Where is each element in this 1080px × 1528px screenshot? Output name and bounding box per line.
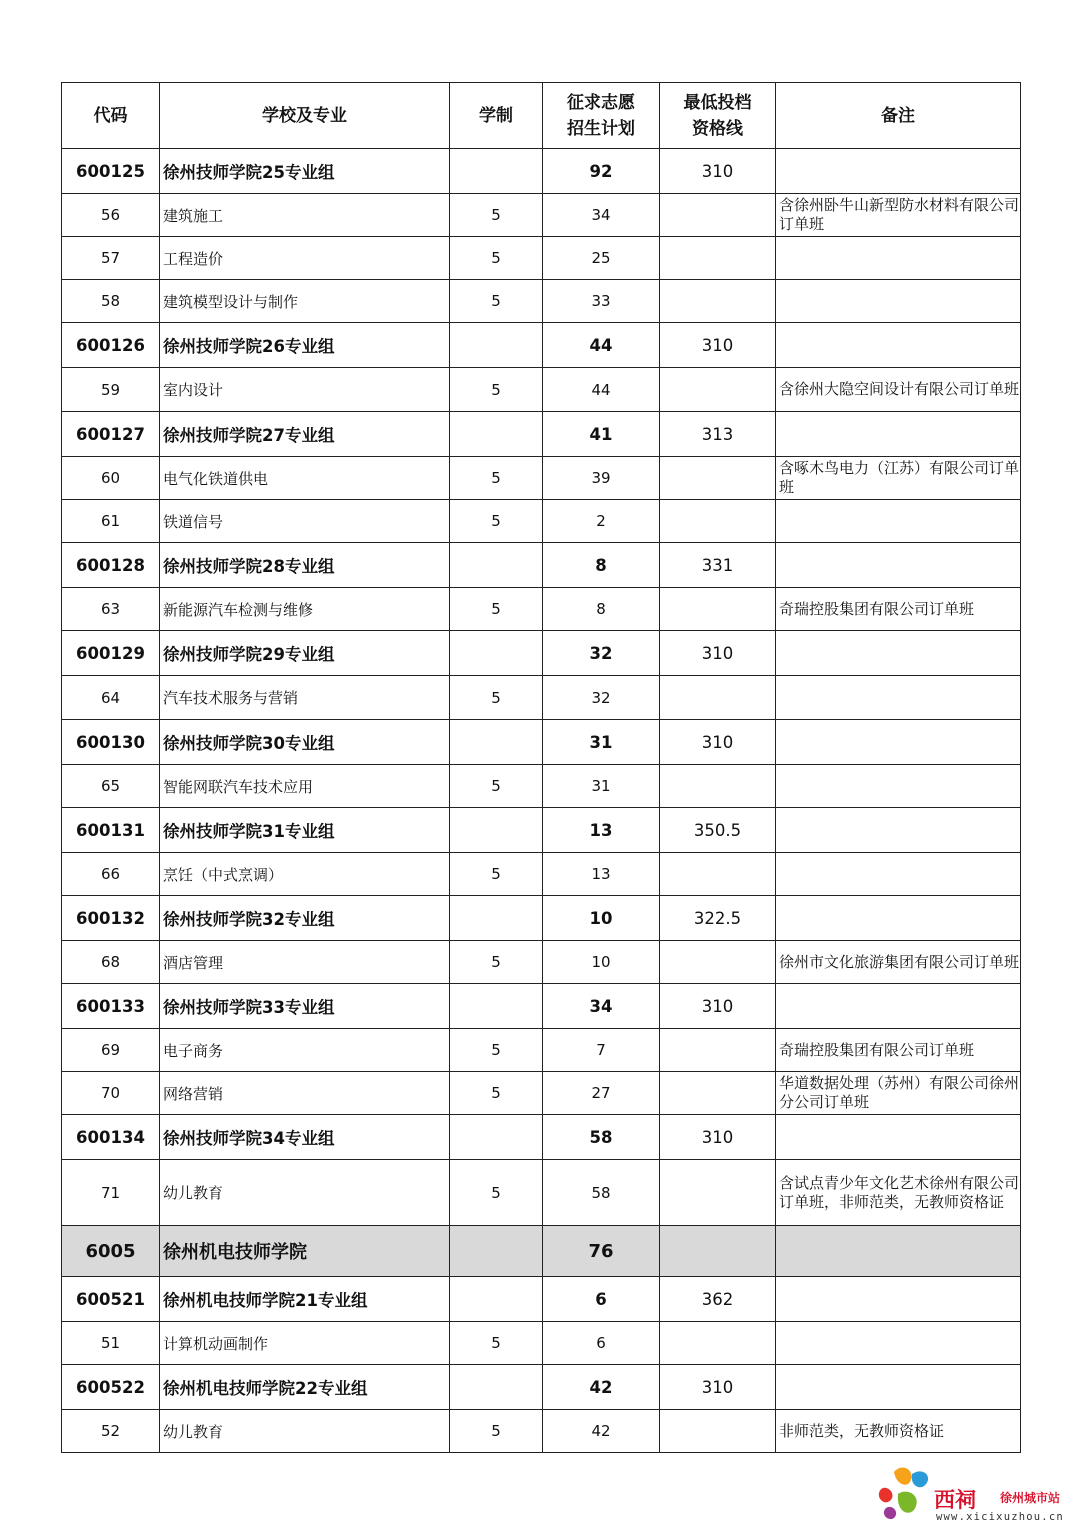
cell-years: 5 bbox=[450, 280, 543, 323]
cell-score: 310 bbox=[660, 720, 776, 765]
cell-years: 5 bbox=[450, 368, 543, 412]
cell-note bbox=[776, 1365, 1021, 1410]
cell-score: 310 bbox=[660, 1115, 776, 1160]
cell-years: 5 bbox=[450, 1322, 543, 1365]
cell-plan: 13 bbox=[543, 853, 660, 896]
major-row bbox=[62, 500, 1021, 543]
cell-years bbox=[450, 808, 543, 853]
cell-name: 徐州技师学院34专业组 bbox=[160, 1115, 450, 1160]
cell-score bbox=[660, 676, 776, 720]
group-row bbox=[62, 149, 1021, 194]
cell-code: 64 bbox=[62, 676, 160, 720]
cell-code: 600522 bbox=[62, 1365, 160, 1410]
cell-name: 智能网联汽车技术应用 bbox=[160, 765, 450, 808]
cell-code: 69 bbox=[62, 1029, 160, 1072]
cell-code: 57 bbox=[62, 237, 160, 280]
cell-plan: 6 bbox=[543, 1322, 660, 1365]
cell-note: 奇瑞控股集团有限公司订单班 bbox=[776, 588, 1021, 631]
cell-name: 铁道信号 bbox=[160, 500, 450, 543]
cell-plan: 13 bbox=[543, 808, 660, 853]
cell-years: 5 bbox=[450, 237, 543, 280]
cell-score bbox=[660, 1072, 776, 1115]
cell-years bbox=[450, 631, 543, 676]
cell-code: 63 bbox=[62, 588, 160, 631]
cell-code: 600134 bbox=[62, 1115, 160, 1160]
cell-years bbox=[450, 720, 543, 765]
header-score-line1: 最低投档 bbox=[683, 92, 752, 113]
group-row bbox=[62, 631, 1021, 676]
cell-score: 310 bbox=[660, 984, 776, 1029]
cell-years bbox=[450, 323, 543, 368]
cell-score: 350.5 bbox=[660, 808, 776, 853]
cell-name: 徐州技师学院26专业组 bbox=[160, 323, 450, 368]
cell-name: 徐州机电技师学院21专业组 bbox=[160, 1277, 450, 1322]
cell-score: 310 bbox=[660, 631, 776, 676]
cell-note bbox=[776, 149, 1021, 194]
cell-note bbox=[776, 280, 1021, 323]
cell-name: 汽车技术服务与营销 bbox=[160, 676, 450, 720]
cell-name: 建筑模型设计与制作 bbox=[160, 280, 450, 323]
cell-note bbox=[776, 631, 1021, 676]
cell-code: 600133 bbox=[62, 984, 160, 1029]
cell-name: 幼儿教育 bbox=[160, 1160, 450, 1226]
cell-code: 71 bbox=[62, 1160, 160, 1226]
cell-score bbox=[660, 588, 776, 631]
cell-plan: 92 bbox=[543, 149, 660, 194]
cell-score: 310 bbox=[660, 323, 776, 368]
cell-name: 电气化铁道供电 bbox=[160, 457, 450, 500]
cell-name: 建筑施工 bbox=[160, 194, 450, 237]
cell-plan: 42 bbox=[543, 1365, 660, 1410]
major-row bbox=[62, 676, 1021, 720]
cell-code: 600126 bbox=[62, 323, 160, 368]
enrollment-plan-table bbox=[61, 82, 1021, 1453]
cell-plan: 44 bbox=[543, 368, 660, 412]
cell-years: 5 bbox=[450, 1029, 543, 1072]
cell-note bbox=[776, 808, 1021, 853]
header-score-line2: 资格线 bbox=[692, 118, 743, 139]
cell-note: 含徐州卧牛山新型防水材料有限公司订单班 bbox=[776, 194, 1021, 237]
cell-score bbox=[660, 765, 776, 808]
institution-row bbox=[62, 1226, 1021, 1277]
watermark-site: 徐州城市站 bbox=[1000, 1491, 1061, 1505]
cell-name: 计算机动画制作 bbox=[160, 1322, 450, 1365]
cell-years: 5 bbox=[450, 457, 543, 500]
cell-code: 61 bbox=[62, 500, 160, 543]
cell-code: 600127 bbox=[62, 412, 160, 457]
major-row bbox=[62, 1322, 1021, 1365]
major-row bbox=[62, 368, 1021, 412]
cell-note bbox=[776, 1277, 1021, 1322]
cell-score bbox=[660, 280, 776, 323]
major-row bbox=[62, 765, 1021, 808]
cell-score bbox=[660, 194, 776, 237]
header-plan-line2: 招生计划 bbox=[567, 118, 635, 139]
cell-plan: 34 bbox=[543, 194, 660, 237]
cell-note: 华道数据处理（苏州）有限公司徐州分公司订单班 bbox=[776, 1072, 1021, 1115]
cell-note bbox=[776, 500, 1021, 543]
major-row bbox=[62, 194, 1021, 237]
cell-note bbox=[776, 765, 1021, 808]
cell-score: 322.5 bbox=[660, 896, 776, 941]
cell-code: 6005 bbox=[62, 1226, 160, 1277]
cell-score: 331 bbox=[660, 543, 776, 588]
major-row bbox=[62, 457, 1021, 500]
cell-name: 新能源汽车检测与维修 bbox=[160, 588, 450, 631]
cell-code: 70 bbox=[62, 1072, 160, 1115]
cell-note bbox=[776, 1226, 1021, 1277]
cell-years: 5 bbox=[450, 1410, 543, 1453]
header-years: 学制 bbox=[450, 83, 543, 149]
cell-note bbox=[776, 1115, 1021, 1160]
group-row bbox=[62, 543, 1021, 588]
cell-note bbox=[776, 323, 1021, 368]
group-row bbox=[62, 808, 1021, 853]
cell-note bbox=[776, 543, 1021, 588]
cell-plan: 6 bbox=[543, 1277, 660, 1322]
cell-plan: 58 bbox=[543, 1160, 660, 1226]
cell-code: 56 bbox=[62, 194, 160, 237]
cell-code: 600129 bbox=[62, 631, 160, 676]
cell-name: 徐州技师学院28专业组 bbox=[160, 543, 450, 588]
cell-code: 52 bbox=[62, 1410, 160, 1453]
cell-note bbox=[776, 896, 1021, 941]
cell-code: 600130 bbox=[62, 720, 160, 765]
cell-years: 5 bbox=[450, 676, 543, 720]
cell-score bbox=[660, 368, 776, 412]
group-row bbox=[62, 412, 1021, 457]
cell-score bbox=[660, 1410, 776, 1453]
major-row bbox=[62, 1029, 1021, 1072]
cell-plan: 39 bbox=[543, 457, 660, 500]
cell-plan: 10 bbox=[543, 896, 660, 941]
group-row bbox=[62, 1277, 1021, 1322]
cell-years bbox=[450, 543, 543, 588]
group-row bbox=[62, 1115, 1021, 1160]
cell-years bbox=[450, 149, 543, 194]
cell-name: 徐州技师学院32专业组 bbox=[160, 896, 450, 941]
header-score bbox=[660, 83, 776, 149]
cell-score bbox=[660, 853, 776, 896]
cell-plan: 41 bbox=[543, 412, 660, 457]
watermark-url: www.xicixuzhou.cn bbox=[936, 1511, 1064, 1523]
major-row bbox=[62, 1410, 1021, 1453]
cell-note: 非师范类，无教师资格证 bbox=[776, 1410, 1021, 1453]
cell-name: 徐州技师学院25专业组 bbox=[160, 149, 450, 194]
cell-name: 幼儿教育 bbox=[160, 1410, 450, 1453]
cell-years: 5 bbox=[450, 1160, 543, 1226]
cell-score bbox=[660, 941, 776, 984]
cell-note bbox=[776, 853, 1021, 896]
cell-name: 室内设计 bbox=[160, 368, 450, 412]
header-code: 代码 bbox=[62, 83, 160, 149]
cell-code: 66 bbox=[62, 853, 160, 896]
cell-name: 徐州机电技师学院 bbox=[160, 1226, 450, 1277]
cell-years: 5 bbox=[450, 588, 543, 631]
cell-years: 5 bbox=[450, 941, 543, 984]
cell-years: 5 bbox=[450, 1072, 543, 1115]
cell-score: 310 bbox=[660, 1365, 776, 1410]
group-row bbox=[62, 896, 1021, 941]
major-row bbox=[62, 588, 1021, 631]
cell-score bbox=[660, 457, 776, 500]
cell-years: 5 bbox=[450, 500, 543, 543]
cell-score bbox=[660, 500, 776, 543]
cell-plan: 33 bbox=[543, 280, 660, 323]
cell-years: 5 bbox=[450, 765, 543, 808]
cell-score: 313 bbox=[660, 412, 776, 457]
cell-plan: 2 bbox=[543, 500, 660, 543]
cell-plan: 34 bbox=[543, 984, 660, 1029]
cell-name: 电子商务 bbox=[160, 1029, 450, 1072]
cell-name: 酒店管理 bbox=[160, 941, 450, 984]
cell-note bbox=[776, 984, 1021, 1029]
header-school: 学校及专业 bbox=[160, 83, 450, 149]
cell-code: 51 bbox=[62, 1322, 160, 1365]
cell-code: 600125 bbox=[62, 149, 160, 194]
cell-plan: 44 bbox=[543, 323, 660, 368]
cell-years bbox=[450, 1277, 543, 1322]
major-row bbox=[62, 1160, 1021, 1226]
cell-plan: 8 bbox=[543, 543, 660, 588]
major-row bbox=[62, 237, 1021, 280]
group-row bbox=[62, 720, 1021, 765]
header-note: 备注 bbox=[776, 83, 1021, 149]
group-row bbox=[62, 984, 1021, 1029]
cell-code: 600128 bbox=[62, 543, 160, 588]
cell-plan: 32 bbox=[543, 676, 660, 720]
cell-name: 网络营销 bbox=[160, 1072, 450, 1115]
cell-plan: 58 bbox=[543, 1115, 660, 1160]
cell-years bbox=[450, 984, 543, 1029]
cell-plan: 76 bbox=[543, 1226, 660, 1277]
cell-code: 600132 bbox=[62, 896, 160, 941]
cell-years bbox=[450, 896, 543, 941]
cell-note bbox=[776, 720, 1021, 765]
cell-note bbox=[776, 237, 1021, 280]
cell-code: 58 bbox=[62, 280, 160, 323]
group-row bbox=[62, 1365, 1021, 1410]
cell-plan: 10 bbox=[543, 941, 660, 984]
cell-score bbox=[660, 1226, 776, 1277]
cell-note: 含啄木鸟电力（江苏）有限公司订单班 bbox=[776, 457, 1021, 500]
cell-note bbox=[776, 676, 1021, 720]
cell-name: 徐州技师学院27专业组 bbox=[160, 412, 450, 457]
cell-plan: 31 bbox=[543, 765, 660, 808]
cell-years bbox=[450, 1365, 543, 1410]
cell-code: 60 bbox=[62, 457, 160, 500]
cell-note bbox=[776, 412, 1021, 457]
cell-years bbox=[450, 1226, 543, 1277]
cell-name: 徐州技师学院31专业组 bbox=[160, 808, 450, 853]
cell-plan: 31 bbox=[543, 720, 660, 765]
cell-plan: 7 bbox=[543, 1029, 660, 1072]
cell-plan: 8 bbox=[543, 588, 660, 631]
cell-code: 600521 bbox=[62, 1277, 160, 1322]
cell-years bbox=[450, 1115, 543, 1160]
cell-note: 徐州市文化旅游集团有限公司订单班 bbox=[776, 941, 1021, 984]
table-header-row bbox=[62, 83, 1021, 149]
cell-years: 5 bbox=[450, 194, 543, 237]
cell-plan: 32 bbox=[543, 631, 660, 676]
major-row bbox=[62, 280, 1021, 323]
cell-plan: 27 bbox=[543, 1072, 660, 1115]
cell-name: 徐州技师学院33专业组 bbox=[160, 984, 450, 1029]
cell-name: 徐州技师学院29专业组 bbox=[160, 631, 450, 676]
cell-score: 310 bbox=[660, 149, 776, 194]
cell-plan: 25 bbox=[543, 237, 660, 280]
header-plan-line1: 征求志愿 bbox=[567, 92, 635, 113]
cell-years: 5 bbox=[450, 853, 543, 896]
cell-score bbox=[660, 1029, 776, 1072]
cell-score bbox=[660, 1322, 776, 1365]
cell-note: 含试点青少年文化艺术徐州有限公司订单班，非师范类，无教师资格证 bbox=[776, 1160, 1021, 1226]
cell-code: 68 bbox=[62, 941, 160, 984]
cell-code: 65 bbox=[62, 765, 160, 808]
watermark-brand: 西祠 bbox=[934, 1487, 976, 1512]
cell-note: 奇瑞控股集团有限公司订单班 bbox=[776, 1029, 1021, 1072]
cell-plan: 42 bbox=[543, 1410, 660, 1453]
cell-score bbox=[660, 1160, 776, 1226]
major-row bbox=[62, 1072, 1021, 1115]
cell-score: 362 bbox=[660, 1277, 776, 1322]
cell-code: 600131 bbox=[62, 808, 160, 853]
major-row bbox=[62, 941, 1021, 984]
cell-note: 含徐州大隐空间设计有限公司订单班 bbox=[776, 368, 1021, 412]
group-row bbox=[62, 323, 1021, 368]
cell-name: 徐州机电技师学院22专业组 bbox=[160, 1365, 450, 1410]
header-plan bbox=[543, 83, 660, 149]
cell-name: 烹饪（中式烹调） bbox=[160, 853, 450, 896]
cell-code: 59 bbox=[62, 368, 160, 412]
cell-years bbox=[450, 412, 543, 457]
cell-name: 徐州技师学院30专业组 bbox=[160, 720, 450, 765]
major-row bbox=[62, 853, 1021, 896]
cell-name: 工程造价 bbox=[160, 237, 450, 280]
cell-score bbox=[660, 237, 776, 280]
cell-note bbox=[776, 1322, 1021, 1365]
